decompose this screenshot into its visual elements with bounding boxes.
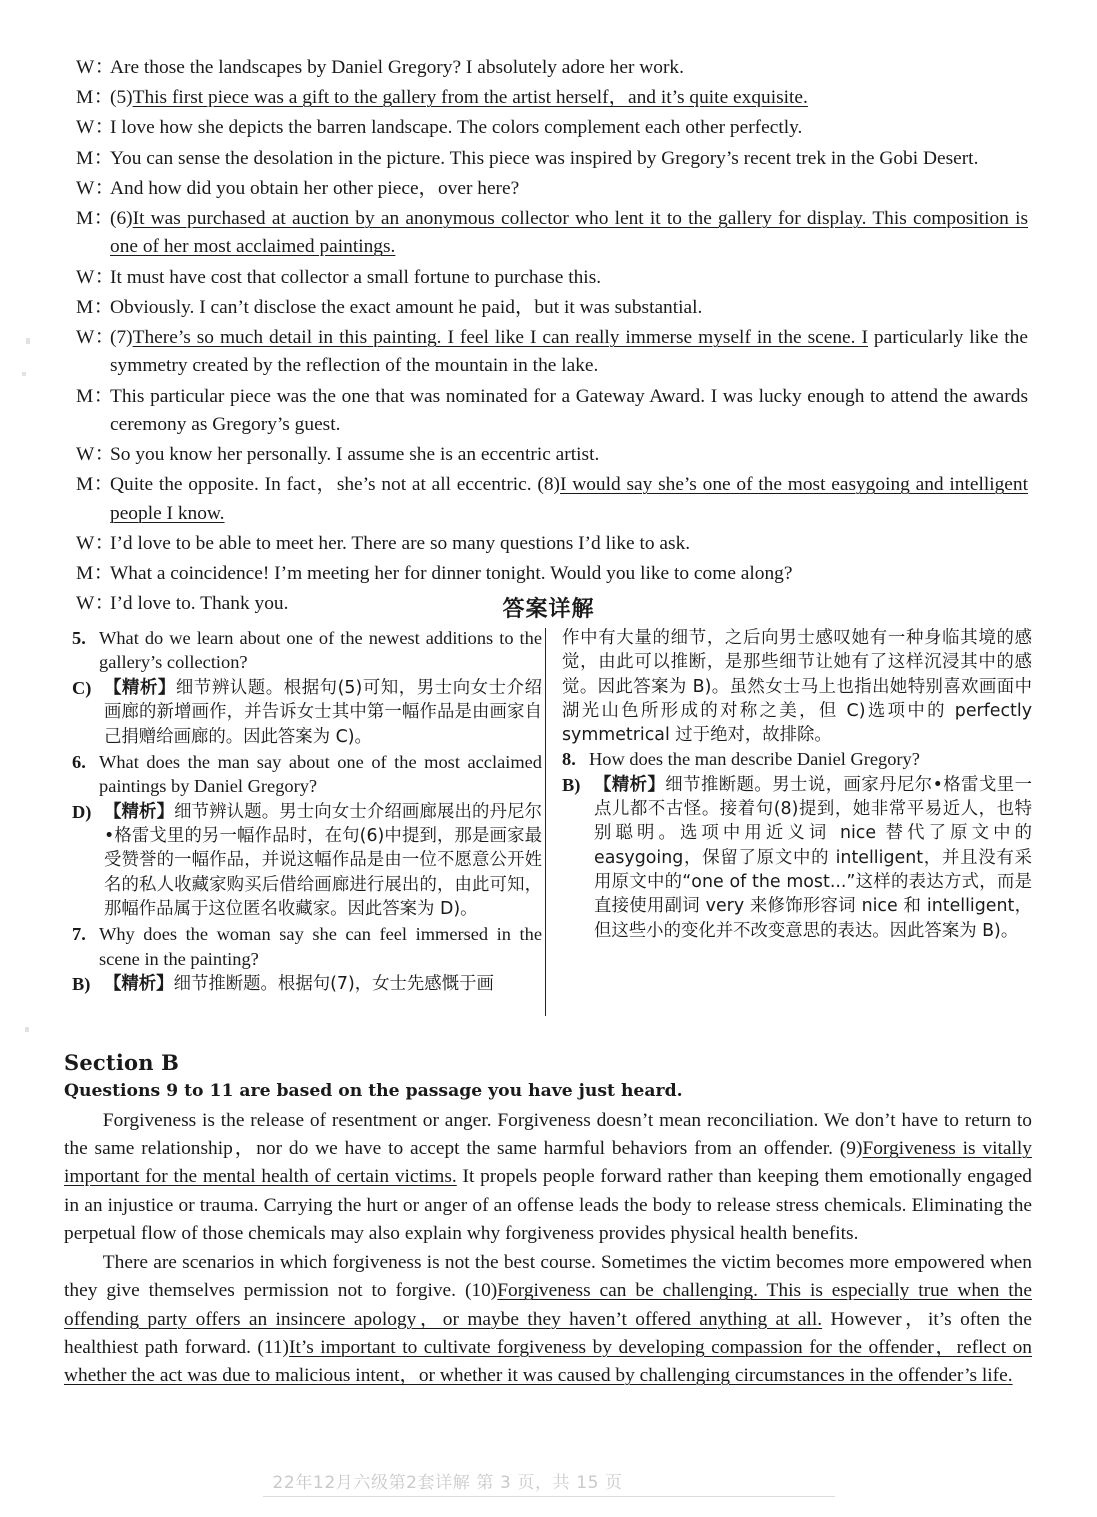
dialogue-text bbox=[110, 205, 1028, 261]
page-footer bbox=[0, 1468, 1097, 1497]
plain-text: It propels people forward rather than keeping them emotionally engaged in an injustice or trauma. Carrying the hurt or anger of an offense leads the body to release stress chemicals. Eliminating the perpetual flow of those chemicals may also explain why forgiveness provides physical health benefits. bbox=[64, 1166, 1032, 1244]
dialogue-line bbox=[76, 264, 1028, 292]
answer-key: C) bbox=[72, 677, 92, 698]
answer-explanation-text: 【精析】细节推断题。根据句(7)，女士先感慨于画 bbox=[104, 974, 494, 995]
speaker-label: W： bbox=[76, 57, 115, 78]
plain-text: I love how she depicts the barren landscape. The colors complement each other perfectly. bbox=[110, 117, 803, 139]
question-text: How does the man describe Daniel Gregory? bbox=[589, 749, 920, 770]
speaker-label: W： bbox=[76, 266, 115, 288]
plain-text: particularly like the symmetry created by the reflection of the mountain in the lake. bbox=[110, 327, 1028, 377]
underlined-text: Forgiveness can be challenging. This is especially true when the offending party offers an insincere apology，or maybe they haven’t offered anything at all. bbox=[64, 1280, 1032, 1330]
plain-text: I’d love to. Thank you. bbox=[110, 593, 289, 615]
question-number: 8. bbox=[562, 749, 576, 770]
dialogue-text bbox=[110, 175, 1028, 203]
question-number: 7. bbox=[72, 924, 86, 945]
dialogue-text bbox=[110, 383, 1028, 439]
section-b-subtitle: Questions 9 to 11 are based on the passage you have just heard. bbox=[64, 1081, 683, 1101]
dialogue-line bbox=[76, 114, 1028, 142]
speaker-label: W： bbox=[76, 327, 115, 349]
answer-explanation-text: 【精析】细节辨认题。根据句(5)可知，男士向女士介绍画廊的新增画作，并告诉女士其中第一幅作品是由画家自己捐赠给画廊的。因此答案为 C)。 bbox=[104, 677, 542, 747]
answer-explanation-continuation: 作中有大量的细节，之后向男士感叹她有一种身临其境的感觉，由此可以推断，是那些细节让她有了这样沉浸其中的感觉。因此答案为 B)。虽然女士马上也指出她特别喜欢画面中湖光山色所形成的对称之美，但 C)选项中的 perfectly symmetrical 过于绝对，故排除。 bbox=[562, 628, 1032, 746]
passage-paragraph bbox=[64, 1107, 1032, 1248]
answer-item bbox=[72, 800, 542, 921]
question-number: 6. bbox=[72, 751, 86, 772]
speaker-label: W： bbox=[76, 177, 115, 199]
answer-column-left bbox=[72, 626, 542, 997]
speaker-label: M： bbox=[76, 474, 114, 496]
speaker-label: M： bbox=[76, 147, 114, 169]
dialogue-line bbox=[76, 205, 1028, 261]
question-item bbox=[72, 750, 542, 799]
dialogue-line bbox=[76, 560, 1028, 588]
section-b-passage bbox=[64, 1107, 1032, 1390]
question-item bbox=[562, 747, 1032, 771]
column-divider bbox=[545, 628, 546, 1016]
underlined-text: It’s important to cultivate forgiveness by developing compassion for the offender，reflect on whether the act was due to malicious intent，or whether it was caused by challenging circumstances in the offender’s life. bbox=[64, 1336, 1032, 1387]
analysis-label: 【精析】 bbox=[104, 974, 174, 995]
dialogue-text bbox=[110, 441, 1028, 469]
dialogue-text bbox=[110, 560, 1028, 588]
dialogue-line bbox=[76, 530, 1028, 558]
analysis-label: 【精析】 bbox=[594, 774, 666, 795]
dialogue-line bbox=[76, 471, 1028, 527]
plain-text: Obviously. I can’t disclose the exact amount he paid，but it was substantial. bbox=[110, 296, 703, 318]
plain-text: You can sense the desolation in the picture. This piece was inspired by Gregory’s recent trek in the Gobi Desert. bbox=[110, 147, 979, 169]
question-number: 5. bbox=[72, 628, 86, 648]
dialogue-line bbox=[76, 175, 1028, 203]
plain-text: It must have cost that collector a small fortune to purchase this. bbox=[110, 266, 602, 288]
answer-item bbox=[72, 972, 542, 996]
answer-item bbox=[72, 676, 542, 749]
plain-text: However，it’s often the healthiest path forward. (11) bbox=[64, 1308, 1032, 1358]
answer-explanation-text: 【精析】细节推断题。男士说，画家丹尼尔•格雷戈里一点儿都不古怪。接着句(8)提到，她非常平易近人，也特别聪明。选项中用近义词 nice 替代了原文中的 easygoing，保留了原文中的 intelligent，并且没有采用原文中的“one of the most...”这样的表达方式，而是直接使用副词 very 来修饰形容词 nice 和 intelligent，但这些小的变化并不改变意思的表达。因此答案为 B)。 bbox=[594, 774, 1032, 941]
speaker-label: M： bbox=[76, 208, 114, 230]
dialogue-text bbox=[110, 54, 1028, 82]
answer-key: D) bbox=[72, 801, 92, 822]
plain-text: Quite the opposite. In fact，she’s not at all eccentric. (8) bbox=[110, 474, 560, 496]
dialogue-line bbox=[76, 145, 1028, 173]
speaker-label: W： bbox=[76, 593, 115, 615]
plain-text: And how did you obtain her other piece，over here? bbox=[110, 177, 520, 199]
plain-text: What a coincidence! I’m meeting her for dinner tonight. Would you like to come along? bbox=[110, 562, 793, 584]
plain-text: This particular piece was the one that was nominated for a Gateway Award. I was lucky enough to attend the awards ceremony as Gregory’s guest. bbox=[110, 385, 1028, 435]
question-item bbox=[72, 626, 542, 675]
dialogue-text bbox=[110, 324, 1028, 380]
speaker-label: W： bbox=[76, 532, 115, 554]
plain-text: There are scenarios in which forgiveness is not the best course. Sometimes the victim becomes more empowered when they give themselves permission not to forgive. (10) bbox=[64, 1252, 1032, 1302]
underlined-text: It was purchased at auction by an anonymous collector who lent it to the gallery for display. This composition is one of her most acclaimed paintings. bbox=[110, 208, 1028, 258]
underlined-text: I would say she’s one of the most easygoing and intelligent people I know. bbox=[110, 474, 1028, 524]
plain-text: I’d love to be able to meet her. There are so many questions I’d like to ask. bbox=[110, 532, 691, 554]
question-text: What do we learn about one of the newest additions to the gallery’s collection? bbox=[99, 628, 542, 673]
plain-text: (7) bbox=[110, 327, 133, 349]
plain-text: So you know her personally. I assume she is an eccentric artist. bbox=[110, 444, 600, 466]
dialogue-line bbox=[76, 54, 1028, 82]
plain-text: (6) bbox=[110, 208, 133, 230]
dialogue-text bbox=[110, 530, 1028, 558]
answer-explanation-text: 【精析】细节辨认题。男士向女士介绍画廊展出的丹尼尔•格雷戈里的另一幅作品时，在句(6)中提到，那是画家最受赞誉的一幅作品，并说这幅作品是由一位不愿意公开姓名的私人收藏家购买后借给画廊进行展出的，由此可知，那幅作品属于这位匿名收藏家。因此答案为 D)。 bbox=[104, 801, 542, 919]
underlined-text: There’s so much detail in this painting. I feel like I can really immerse myself in the scene. I bbox=[132, 327, 868, 349]
dialogue-line bbox=[76, 294, 1028, 322]
speaker-label: W： bbox=[76, 117, 115, 139]
dialogue-text bbox=[110, 114, 1028, 142]
dialogue-text bbox=[110, 264, 1028, 292]
plain-text: Forgiveness is the release of resentment or anger. Forgiveness doesn’t mean reconciliation. We don’t have to return to the same relationship，nor do we have to accept the same harmful behaviors from an offender. (9) bbox=[64, 1110, 1032, 1160]
speaker-label: M： bbox=[76, 562, 114, 584]
dialogue-text bbox=[110, 84, 1028, 112]
answer-key: B) bbox=[562, 774, 581, 795]
answer-item bbox=[562, 773, 1032, 943]
answer-column-right bbox=[562, 626, 1032, 944]
dialogue-line bbox=[76, 84, 1028, 112]
scan-artifact bbox=[26, 338, 30, 344]
speaker-label: M： bbox=[76, 87, 114, 109]
speaker-label: M： bbox=[76, 385, 114, 407]
scan-artifact bbox=[25, 1027, 29, 1032]
plain-text: (5) bbox=[110, 87, 133, 109]
dialogue-transcript bbox=[76, 54, 1028, 620]
footer-text: 22年12月六级第2套详解 第 3 页，共 15 页 bbox=[263, 1468, 835, 1497]
scan-artifact bbox=[22, 372, 26, 376]
speaker-label: M： bbox=[76, 296, 114, 318]
dialogue-text bbox=[110, 145, 1028, 173]
speaker-label: W： bbox=[76, 444, 115, 466]
underlined-text: This first piece was a gift to the gallery from the artist herself，and it’s quite exquisite. bbox=[132, 87, 808, 109]
section-b bbox=[64, 1050, 1032, 1391]
question-item bbox=[72, 922, 542, 971]
underlined-text: Forgiveness is vitally important for the mental health of certain victims. bbox=[64, 1138, 1032, 1188]
dialogue-text bbox=[110, 471, 1028, 527]
section-b-title: Section B bbox=[64, 1050, 180, 1075]
dialogue-text bbox=[110, 294, 1028, 322]
passage-paragraph bbox=[64, 1249, 1032, 1390]
dialogue-line bbox=[76, 324, 1028, 380]
analysis-label: 【精析】 bbox=[104, 677, 176, 698]
question-text: Why does the woman say she can feel immersed in the scene in the painting? bbox=[99, 924, 542, 969]
answer-explanation-heading: 答案详解 bbox=[502, 597, 595, 622]
analysis-label: 【精析】 bbox=[104, 801, 175, 822]
answer-key: B) bbox=[72, 974, 91, 995]
plain-text: Are those the landscapes by Daniel Gregory? I absolutely adore her work. bbox=[110, 57, 684, 78]
dialogue-line bbox=[76, 383, 1028, 439]
answer-columns bbox=[72, 626, 1032, 1026]
question-text: What does the man say about one of the most acclaimed paintings by Daniel Gregory? bbox=[99, 751, 542, 797]
dialogue-line bbox=[76, 441, 1028, 469]
